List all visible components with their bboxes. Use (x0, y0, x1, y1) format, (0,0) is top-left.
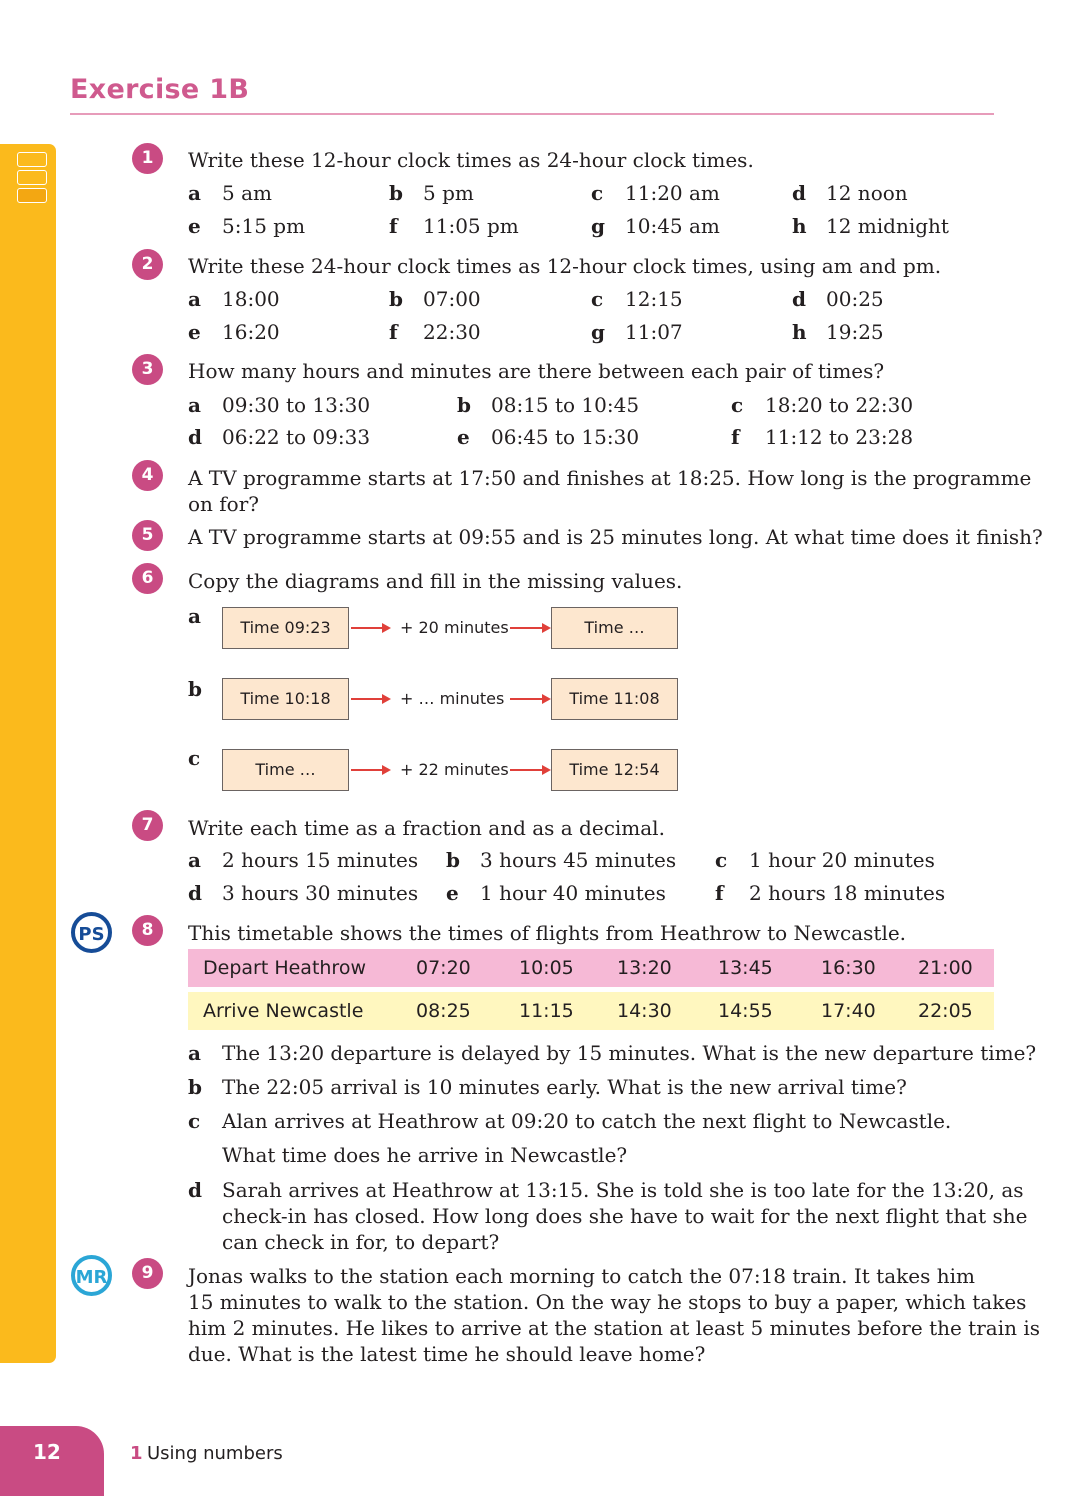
part-value: 11:20 am (625, 181, 720, 205)
question-number: 1 (132, 143, 163, 174)
question-number: 4 (132, 460, 163, 491)
page-number: 12 (33, 1440, 61, 1464)
part-label: f (389, 214, 398, 238)
timetable-depart-row (188, 949, 994, 987)
part-label: e (457, 425, 470, 449)
part-label: h (792, 214, 807, 238)
question-number: 6 (132, 563, 163, 594)
question-number: 7 (132, 810, 163, 841)
part-label: a (188, 181, 201, 205)
part-label: e (446, 881, 459, 905)
part-text: What time does he arrive in Newcastle? (222, 1143, 628, 1167)
part-label: b (457, 393, 471, 417)
part-label: b (389, 181, 403, 205)
timetable-arrive-row (188, 992, 994, 1030)
part-label: d (188, 1178, 202, 1202)
part-value: 18:00 (222, 287, 280, 311)
table-cell: 11:15 (519, 1000, 574, 1022)
part-text: Alan arrives at Heathrow at 09:20 to catch the next flight to Newcastle. (222, 1109, 952, 1133)
end-time-box: Time 12:54 (551, 749, 678, 791)
part-label: d (792, 287, 806, 311)
part-label: d (188, 881, 202, 905)
row-header: Depart Heathrow (203, 957, 366, 979)
part-label: f (715, 881, 724, 905)
part-value: 22:30 (423, 320, 481, 344)
question-text: 15 minutes to walk to the station. On the way he stops to buy a paper, which takes (188, 1290, 1027, 1314)
start-time-box: Time 09:23 (222, 607, 349, 649)
question-number: 9 (132, 1258, 163, 1289)
part-value: 11:12 to 23:28 (765, 425, 914, 449)
part-label: e (188, 320, 201, 344)
duration-label: + 20 minutes (400, 618, 509, 637)
part-label: h (792, 320, 807, 344)
part-label: a (188, 393, 201, 417)
part-value: 09:30 to 13:30 (222, 393, 371, 417)
part-label: c (188, 1109, 201, 1133)
table-cell: 13:45 (718, 957, 773, 979)
diagram-label: a (188, 604, 201, 628)
part-label: g (591, 320, 605, 344)
table-cell: 21:00 (918, 957, 973, 979)
chapter-number: 1 (130, 1443, 143, 1464)
question-text: Copy the diagrams and fill in the missing values. (188, 569, 683, 593)
mathematical-reasoning-badge: MR (71, 1255, 112, 1296)
arrow-right-icon (510, 698, 549, 700)
table-cell: 10:05 (519, 957, 574, 979)
part-value: 11:07 (625, 320, 683, 344)
question-text: A TV programme starts at 09:55 and is 25 minutes long. At what time does it finish? (188, 525, 1043, 549)
diagram-label: c (188, 746, 201, 770)
title-rule (70, 113, 994, 115)
question-number: 5 (132, 520, 163, 551)
part-value: 08:15 to 10:45 (491, 393, 640, 417)
part-text: check-in has closed. How long does she have to wait for the next flight that she (222, 1204, 1028, 1228)
part-label: a (188, 1041, 201, 1065)
part-value: 00:25 (826, 287, 884, 311)
arrow-right-icon (351, 698, 389, 700)
question-text: A TV programme starts at 17:50 and finishes at 18:25. How long is the programme (188, 466, 1032, 490)
part-label: f (389, 320, 398, 344)
question-number: 3 (132, 354, 163, 385)
part-value: 18:20 to 22:30 (765, 393, 914, 417)
page-title: Exercise 1B (70, 74, 250, 105)
part-label: d (188, 425, 202, 449)
part-value: 19:25 (826, 320, 884, 344)
part-label: c (731, 393, 744, 417)
part-text: can check in for, to depart? (222, 1230, 500, 1254)
part-label: a (188, 848, 201, 872)
part-label: c (591, 181, 604, 205)
part-label: e (188, 214, 201, 238)
part-text: The 22:05 arrival is 10 minutes early. What is the new arrival time? (222, 1075, 907, 1099)
part-value: 12 midnight (826, 214, 949, 238)
part-value: 2 hours 18 minutes (749, 881, 946, 905)
level-box-1 (17, 152, 47, 167)
part-text: Sarah arrives at Heathrow at 13:15. She is told she is too late for the 13:20, as (222, 1178, 1024, 1202)
question-text: Jonas walks to the station each morning to catch the 07:18 train. It takes him (188, 1264, 975, 1288)
part-value: 2 hours 15 minutes (222, 848, 419, 872)
part-label: c (591, 287, 604, 311)
start-time-box: Time … (222, 749, 349, 791)
end-time-box: Time 11:08 (551, 678, 678, 720)
question-text: Write each time as a fraction and as a decimal. (188, 816, 665, 840)
part-label: c (715, 848, 728, 872)
arrow-right-icon (510, 769, 549, 771)
table-cell: 16:30 (821, 957, 876, 979)
end-time-box: Time … (551, 607, 678, 649)
part-label: b (446, 848, 460, 872)
part-value: 5 pm (423, 181, 474, 205)
part-label: b (188, 1075, 202, 1099)
part-label: d (792, 181, 806, 205)
question-text-continued: on for? (188, 492, 260, 516)
question-text: This timetable shows the times of flights from Heathrow to Newcastle. (188, 921, 907, 945)
part-value: 11:05 pm (423, 214, 519, 238)
duration-label: + … minutes (400, 689, 505, 708)
part-value: 5:15 pm (222, 214, 306, 238)
diagram-label: b (188, 677, 202, 701)
table-cell: 07:20 (416, 957, 471, 979)
question-text: due. What is the latest time he should leave home? (188, 1342, 706, 1366)
table-cell: 17:40 (821, 1000, 876, 1022)
part-label: f (731, 425, 740, 449)
part-value: 07:00 (423, 287, 481, 311)
part-value: 3 hours 30 minutes (222, 881, 419, 905)
row-header: Arrive Newcastle (203, 1000, 364, 1022)
question-number: 2 (132, 249, 163, 280)
part-value: 16:20 (222, 320, 280, 344)
level-box-3-active (17, 188, 47, 203)
question-text: Write these 12-hour clock times as 24-hour clock times. (188, 148, 754, 172)
question-text: How many hours and minutes are there between each pair of times? (188, 359, 885, 383)
level-box-2 (17, 170, 47, 185)
part-label: a (188, 287, 201, 311)
side-bar (0, 144, 56, 1363)
question-text: him 2 minutes. He likes to arrive at the station at least 5 minutes before the train is (188, 1316, 1040, 1340)
part-value: 5 am (222, 181, 272, 205)
chapter-title: Using numbers (147, 1443, 283, 1464)
table-cell: 14:30 (617, 1000, 672, 1022)
part-value: 06:45 to 15:30 (491, 425, 640, 449)
part-value: 06:22 to 09:33 (222, 425, 371, 449)
arrow-right-icon (351, 769, 389, 771)
part-value: 12:15 (625, 287, 683, 311)
table-cell: 08:25 (416, 1000, 471, 1022)
table-cell: 13:20 (617, 957, 672, 979)
part-value: 1 hour 40 minutes (480, 881, 666, 905)
question-number: 8 (132, 915, 163, 946)
part-label: b (389, 287, 403, 311)
part-value: 10:45 am (625, 214, 720, 238)
arrow-right-icon (510, 627, 549, 629)
problem-solving-badge: PS (71, 912, 112, 953)
table-cell: 14:55 (718, 1000, 773, 1022)
part-label: g (591, 214, 605, 238)
table-cell: 22:05 (918, 1000, 973, 1022)
part-text: The 13:20 departure is delayed by 15 minutes. What is the new departure time? (222, 1041, 1037, 1065)
start-time-box: Time 10:18 (222, 678, 349, 720)
part-value: 12 noon (826, 181, 908, 205)
question-text: Write these 24-hour clock times as 12-hour clock times, using am and pm. (188, 254, 942, 278)
part-value: 3 hours 45 minutes (480, 848, 677, 872)
part-value: 1 hour 20 minutes (749, 848, 935, 872)
duration-label: + 22 minutes (400, 760, 509, 779)
arrow-right-icon (351, 627, 389, 629)
